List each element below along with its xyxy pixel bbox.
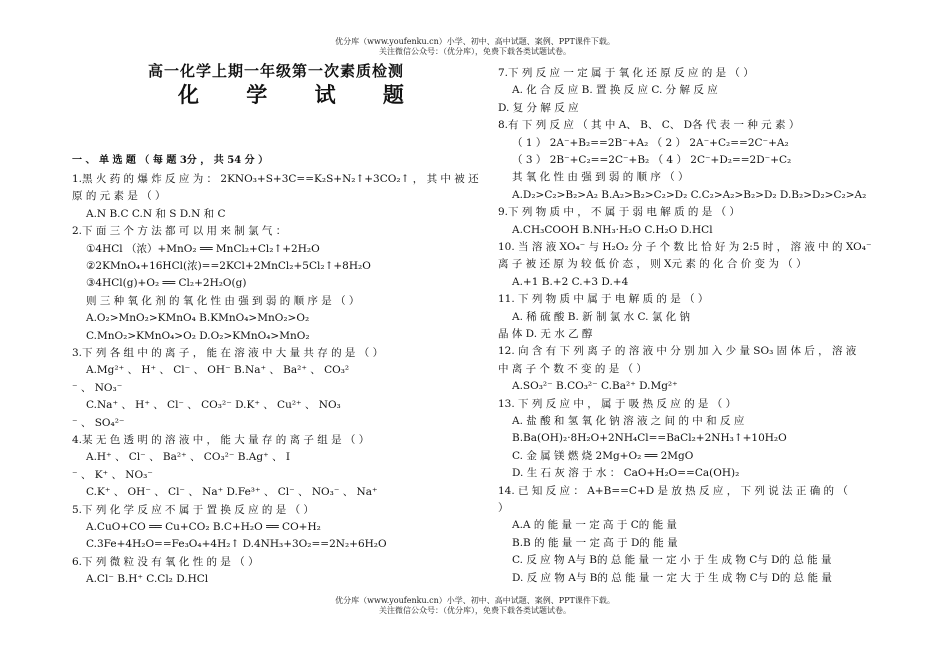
right-line-10: A.CH₃COOH B.NH₃·H₂O C.H₂O D.HCl (512, 223, 713, 236)
right-line-25: 14. 已 知 反 应 ： A+B==C+D 是 放 热 反 应 ， 下 列 说 法 正 确 的 （ (498, 484, 848, 497)
right-line-30: D. 反 应 物 A与 B的 总 能 量 一 定 大 于 生 成 物 C与 D的 总 能 量 (512, 571, 832, 584)
left-line-17: A.H⁺ 、 Cl⁻ 、 Ba²⁺ 、 CO₃²⁻ B.Ag⁺ 、 I (86, 451, 290, 464)
left-line-21: A.CuO+CO ══ Cu+CO₂ B.C+H₂O ══ CO+H₂ (86, 521, 321, 533)
right-line-24: D. 生 石 灰 溶 于 水 ： CaO+H₂O==Ca(OH)₂ (512, 467, 740, 480)
right-line-23: C. 金 属 镁 燃 烧 2Mg+O₂ ══ 2MgO (512, 449, 694, 462)
right-line-14: 11. 下 列 物 质 中 属 于 电 解 质 的 是 （ ） (498, 293, 709, 306)
right-line-12: 离 子 被 还 原 为 较 低 价 态 ， 则 X元 素 的 化 合 价 变 为 （ ） (498, 258, 807, 271)
left-line-18: ⁻ 、 K⁺ 、 NO₃⁻ (72, 468, 153, 481)
left-line-10: C.MnO₂>KMnO₄>O₂ D.O₂>KMnO₄>MnO₂ (86, 329, 310, 342)
header-line-2: 关注微信公众号：（优分库），免费下载各类试题试卷。 (379, 47, 571, 56)
left-line-20: 5.下 列 化 学 反 应 不 属 于 置 换 反 应 的 是 （ ） (72, 503, 314, 516)
right-line-7: 其 氧 化 性 由 强 到 弱 的 顺 序 （ ） (512, 171, 689, 184)
left-line-24: A.Cl⁻ B.H⁺ C.Cl₂ D.HCl (86, 573, 209, 586)
left-line-7: ③4HCl(g)+O₂ ══ Cl₂+2H₂O(g) (86, 277, 247, 290)
left-line-22: C.3Fe+4H₂O==Fe₃O₄+4H₂↑ D.4NH₃+3O₂==2N₂+6H₂O (86, 538, 387, 551)
left-line-3: A.N B.C C.N 和 S D.N 和 C (86, 207, 226, 220)
right-line-22: B.Ba(OH)₂·8H₂O+2NH₄Cl==BaCl₂+2NH₃↑+10H₂O (512, 432, 787, 445)
right-line-18: 中 离 子 个 数 不 变 的 是 （ ） (498, 362, 647, 375)
left-line-16: 4.某 无 色 透 明 的 溶 液 中 ， 能 大 量 存 的 离 子 组 是 （ ） (72, 434, 370, 446)
page-footer (0, 596, 950, 616)
right-line-5: （ 1 ） 2A⁻+B₂==2B⁻+A₂ （ 2 ） 2A⁻+C₂==2C⁻+A₂ (512, 136, 789, 149)
left-line-9: A.O₂>MnO₂>KMnO₄ B.KMnO₄>MnO₂>O₂ (86, 312, 310, 325)
section-heading: 一 、 单 选 题 （ 每 题 3分 ， 共 54 分 ） (72, 155, 269, 166)
left-line-15: ⁻ 、 SO₄²⁻ (72, 416, 125, 429)
left-line-12: A.Mg²⁺ 、 H⁺ 、 Cl⁻ 、 OH⁻ B.Na⁺ 、 Ba²⁺ 、 CO₃² (86, 364, 350, 377)
page-header (0, 37, 950, 57)
left-line-1: 1.黑 火 药 的 爆 炸 反 应 为 ： 2KNO₃+S+3C==K₂S+N₂↑+3CO₂↑ ， 其 中 被 还 (72, 173, 479, 185)
exam-subtitle: 化 学 试 题 (178, 82, 404, 107)
right-line-26: ） (498, 502, 509, 514)
left-line-4: 2.下 面 三 个 方 法 都 可 以 用 来 制 氯 气 ： (72, 225, 287, 238)
right-line-4: 8.有 下 列 反 应 （ 其 中 A、 B、 C、 D各 代 表 一 种 元 素 ） (498, 119, 800, 132)
right-line-27: A.A 的 能 量 一 定 高 于 C的 能 量 (512, 519, 677, 532)
left-line-23: 6.下 列 微 粒 没 有 氧 化 性 的 是 （ ） (72, 555, 259, 568)
footer-line-1: 优分库（www.youfenku.cn）小学、初中、高中试题、案例、PPT课件下载。 (335, 596, 615, 605)
left-line-19: C.K⁺ 、 OH⁻ 、 Cl⁻ 、 Na⁺ D.Fe³⁺ 、 Cl⁻ 、 NO₃⁻ 、 Na⁺ (86, 486, 378, 499)
right-line-29: C. 反 应 物 A与 B的 总 能 量 一 定 小 于 生 成 物 C与 D的 总 能 量 (512, 554, 832, 567)
left-line-13: ⁻ 、 NO₃⁻ (72, 381, 123, 394)
right-line-19: A.SO₃²⁻ B.CO₃²⁻ C.Ba²⁺ D.Mg²⁺ (512, 380, 678, 393)
right-line-2: A. 化 合 反 应 B. 置 换 反 应 C. 分 解 反 应 (512, 84, 718, 97)
left-line-14: C.Na⁺ 、 H⁺ 、 Cl⁻ 、 CO₃²⁻ D.K⁺ 、 Cu²⁺ 、 NO₃ (86, 399, 341, 412)
header-line-1: 优分库（www.youfenku.cn）小学、初中、高中试题、案例、PPT课件下载。 (335, 37, 615, 46)
right-line-1: 7.下 列 反 应 一 定 属 于 氧 化 还 原 反 应 的 是 （ ） (498, 67, 754, 79)
left-line-2: 原 的 元 素 是 （ ） (72, 190, 166, 203)
right-line-16: 晶 体 D. 无 水 乙 醇 (498, 328, 593, 340)
left-line-11: 3.下 列 各 组 中 的 离 子 ， 能 在 溶 液 中 大 量 共 存 的 是 （ ） (72, 347, 384, 359)
left-line-6: ②2KMnO₄+16HCl(浓)==2KCl+2MnCl₂+5Cl₂↑+8H₂O (86, 260, 371, 272)
right-line-9: 9.下 列 物 质 中 ， 不 属 于 弱 电 解 质 的 是 （ ） (498, 206, 740, 219)
left-line-5: ①4HCl （浓）+MnO₂ ══ MnCl₂+Cl₂↑+2H₂O (86, 242, 320, 255)
right-line-17: 12. 向 含 有 下 列 离 子 的 溶 液 中 分 别 加 入 少 量 SO₃ 固 体 后 ， 溶 液 (498, 345, 857, 358)
right-line-6: （ 3 ） 2B⁻+C₂==2C⁻+B₂ （ 4 ） 2C⁻+D₂==2D⁻+C₂ (512, 154, 792, 166)
right-line-13: A.+1 B.+2 C.+3 D.+4 (512, 275, 629, 288)
exam-title: 高一化学上期一年级第一次素质检测 (148, 62, 405, 80)
right-line-28: B.B 的 能 量 一 定 高 于 D的 能 量 (512, 536, 678, 549)
right-line-15: A. 稀 硫 酸 B. 新 制 氯 水 C. 氯 化 钠 (512, 310, 691, 323)
right-line-11: 10. 当 溶 液 XO₄⁻ 与 H₂O₂ 分 子 个 数 比 恰 好 为 2:5 时 ， 溶 液 中 的 XO₄⁻ (498, 241, 872, 253)
right-line-8: A.D₂>C₂>B₂>A₂ B.A₂>B₂>C₂>D₂ C.C₂>A₂>B₂>D₂ D.B₂>D₂>C₂>A₂ (512, 188, 867, 201)
right-line-21: A. 盐 酸 和 氢 氧 化 钠 溶 液 之 间 的 中 和 反 应 (512, 415, 745, 427)
left-line-8: 则 三 种 氧 化 剂 的 氧 化 性 由 强 到 弱 的 顺 序 是 （ ） (86, 294, 360, 307)
right-line-20: 13. 下 列 反 应 中 ， 属 于 吸 热 反 应 的 是 （ ） (498, 397, 737, 410)
footer-line-2: 关注微信公众号：（优分库），免费下载各类试题试卷。 (379, 606, 571, 615)
right-line-3: D. 复 分 解 反 应 (498, 101, 579, 114)
